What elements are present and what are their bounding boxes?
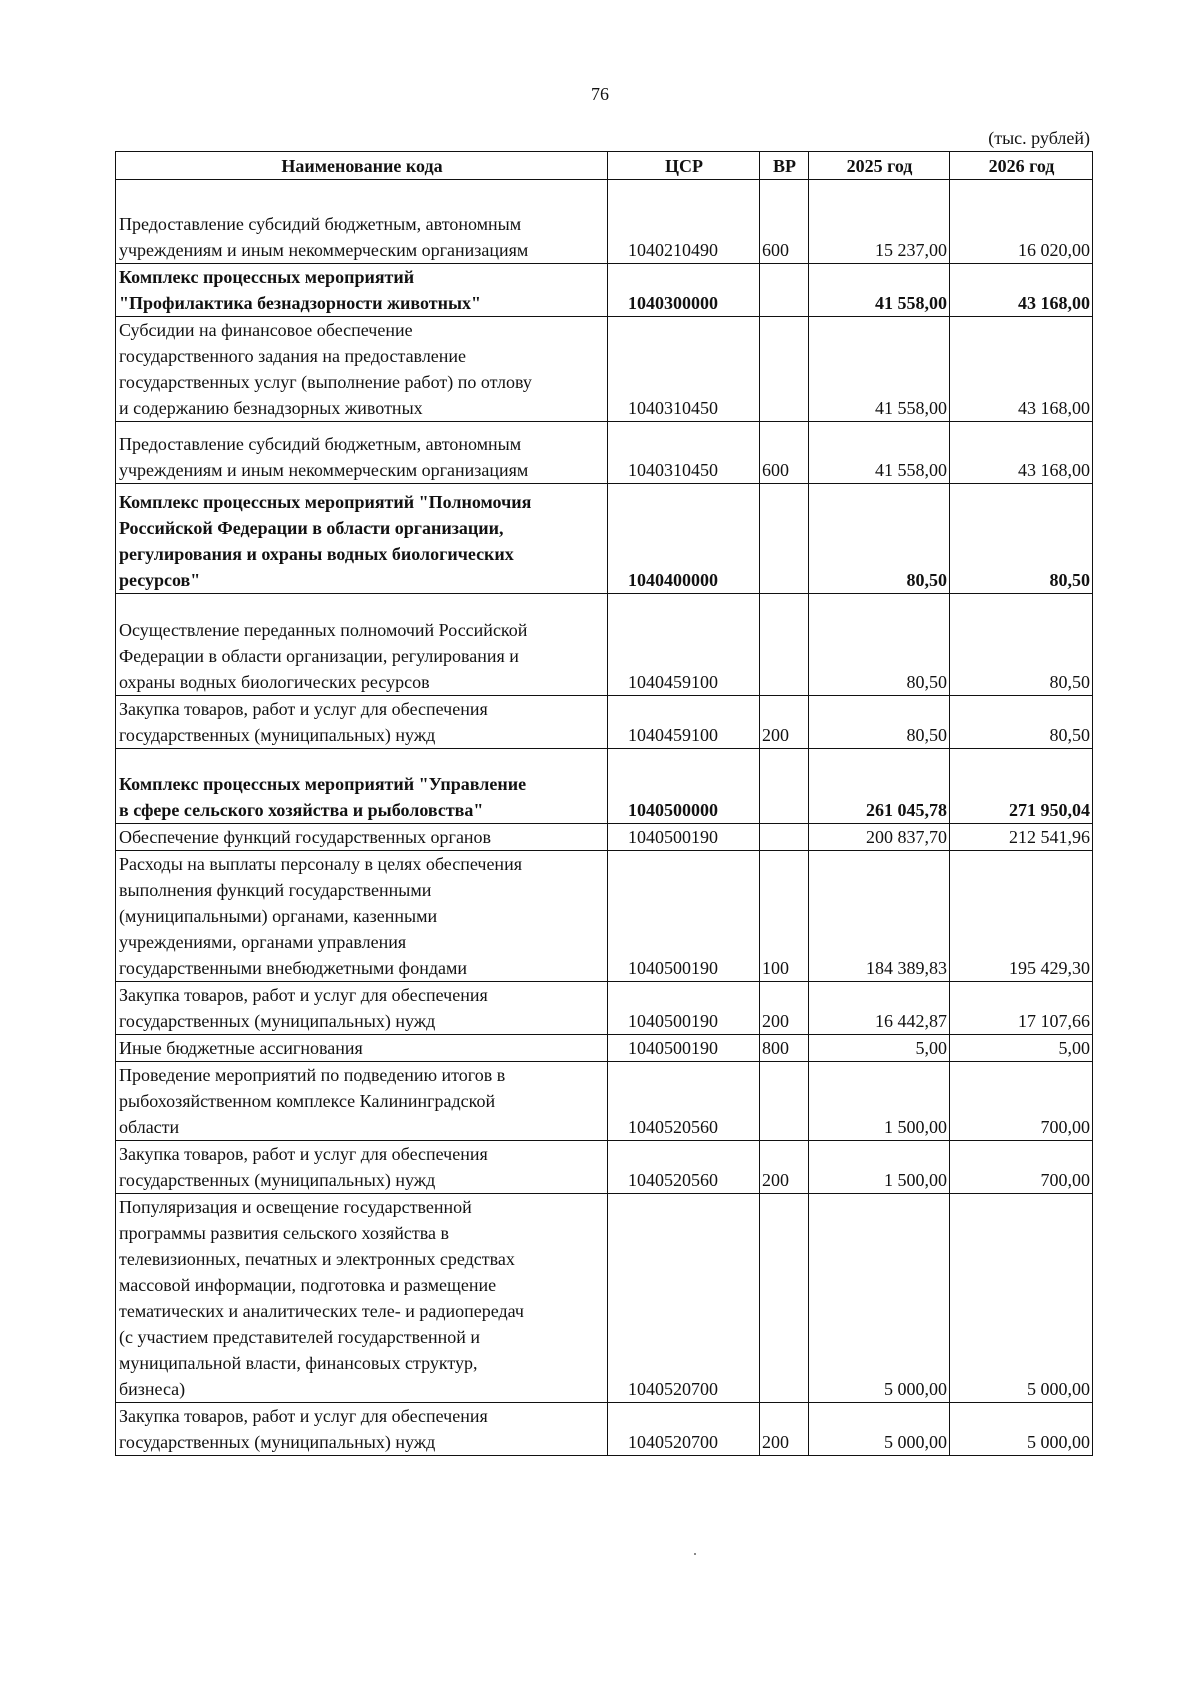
row-name: [116, 1194, 608, 1403]
row-2025: 41 558,00: [809, 422, 950, 484]
row-2025: 41 558,00: [809, 264, 950, 317]
row-name-line: (с участием представителей государственной и: [119, 1327, 481, 1347]
row-name-line: регулирования и охраны водных биологических: [119, 544, 514, 564]
row-csr: 1040310450: [608, 317, 760, 422]
row-name-line: Российской Федерации в области организации,: [119, 518, 504, 538]
row-name-line: телевизионных, печатных и электронных средствах: [119, 1249, 515, 1269]
row-name-line: Комплекс процессных мероприятий "Полномочия: [119, 492, 532, 512]
row-2026: 700,00: [950, 1141, 1093, 1194]
row-vr: 600: [760, 180, 809, 264]
row-name-line: Закупка товаров, работ и услуг для обеспечения: [119, 1406, 488, 1426]
row-name-line: государственного задания на предоставление: [119, 346, 467, 366]
row-csr: 1040500000: [608, 749, 760, 824]
row-2026: 5 000,00: [950, 1194, 1093, 1403]
table-row: [116, 317, 1093, 422]
row-csr: 1040400000: [608, 484, 760, 594]
row-2025: 1 500,00: [809, 1062, 950, 1141]
table-row: [116, 180, 1093, 264]
row-vr: 200: [760, 696, 809, 749]
row-name-line: охраны водных биологических ресурсов: [119, 672, 430, 692]
row-name-line: государственными внебюджетными фондами: [119, 958, 468, 978]
table-row: [116, 422, 1093, 484]
row-2026: 195 429,30: [950, 851, 1093, 982]
row-2025: 15 237,00: [809, 180, 950, 264]
header-2026: 2026 год: [950, 152, 1093, 180]
row-vr: 800: [760, 1035, 809, 1062]
row-name-line: рыбохозяйственном комплексе Калининградской: [119, 1091, 496, 1111]
row-name-line: массовой информации, подготовка и размещение: [119, 1275, 497, 1295]
row-csr: 1040300000: [608, 264, 760, 317]
row-name-line: государственных услуг (выполнение работ) по отлову: [119, 372, 532, 392]
table-row: [116, 982, 1093, 1035]
table-row: [116, 824, 1093, 851]
row-2025: 200 837,70: [809, 824, 950, 851]
row-name-line: выполнения функций государственными: [119, 880, 432, 900]
row-vr: 600: [760, 422, 809, 484]
row-csr: 1040500190: [608, 851, 760, 982]
row-2025: 41 558,00: [809, 317, 950, 422]
row-vr: 200: [760, 1141, 809, 1194]
row-name: [116, 1403, 608, 1456]
scan-dot: [694, 1553, 696, 1555]
row-vr: 200: [760, 1403, 809, 1456]
row-name-line: Обеспечение функций государственных органов: [119, 827, 492, 847]
row-name-line: Закупка товаров, работ и услуг для обеспечения: [119, 699, 488, 719]
row-2026: 212 541,96: [950, 824, 1093, 851]
table-row: [116, 1035, 1093, 1062]
row-name-line: и содержанию безнадзорных животных: [119, 398, 423, 418]
row-2026: 16 020,00: [950, 180, 1093, 264]
header-2025: 2025 год: [809, 152, 950, 180]
row-name-line: Иные бюджетные ассигнования: [119, 1038, 363, 1058]
row-2026: 43 168,00: [950, 422, 1093, 484]
row-vr: [760, 484, 809, 594]
row-vr: [760, 317, 809, 422]
table-row: [116, 1062, 1093, 1141]
header-csr: ЦСР: [608, 152, 760, 180]
row-vr: 200: [760, 982, 809, 1035]
row-2025: 1 500,00: [809, 1141, 950, 1194]
row-2025: 80,50: [809, 484, 950, 594]
row-name: [116, 484, 608, 594]
row-2026: 5 000,00: [950, 1403, 1093, 1456]
row-name-line: Комплекс процессных мероприятий "Управление: [119, 774, 527, 794]
row-name-line: области: [119, 1117, 180, 1137]
row-name-line: государственных (муниципальных) нужд: [119, 1011, 436, 1031]
row-name-line: (муниципальными) органами, казенными: [119, 906, 438, 926]
row-vr: 100: [760, 851, 809, 982]
row-2025: 5 000,00: [809, 1194, 950, 1403]
row-name-line: государственных (муниципальных) нужд: [119, 1432, 436, 1452]
table-header-row: [116, 152, 1093, 180]
row-name: [116, 696, 608, 749]
row-name: [116, 422, 608, 484]
row-name: [116, 824, 608, 851]
row-csr: 1040520560: [608, 1141, 760, 1194]
row-name-line: Предоставление субсидий бюджетным, автономным: [119, 214, 522, 234]
page-number: 76: [591, 84, 609, 104]
row-2025: 80,50: [809, 594, 950, 696]
table-row: [116, 1141, 1093, 1194]
row-csr: 1040500190: [608, 1035, 760, 1062]
row-2026: 80,50: [950, 696, 1093, 749]
table-row: [116, 1403, 1093, 1456]
table-row: [116, 594, 1093, 696]
row-name-line: программы развития сельского хозяйства в: [119, 1223, 449, 1243]
row-name-line: ресурсов": [119, 570, 201, 590]
row-csr: 1040520700: [608, 1403, 760, 1456]
row-name-line: Популяризация и освещение государственной: [119, 1197, 472, 1217]
row-name-line: Проведение мероприятий по подведению итогов в: [119, 1065, 506, 1085]
table-row: [116, 696, 1093, 749]
row-name: [116, 1035, 608, 1062]
row-vr: [760, 749, 809, 824]
row-name: [116, 851, 608, 982]
row-name-line: Осуществление переданных полномочий Российской: [119, 620, 528, 640]
row-name-line: Расходы на выплаты персоналу в целях обеспечения: [119, 854, 522, 874]
row-name: [116, 1062, 608, 1141]
row-vr: [760, 824, 809, 851]
table-body: [116, 180, 1093, 1456]
row-2025: 5,00: [809, 1035, 950, 1062]
row-name-line: Субсидии на финансовое обеспечение: [119, 320, 413, 340]
row-2025: 16 442,87: [809, 982, 950, 1035]
row-csr: 1040500190: [608, 982, 760, 1035]
row-name-line: Закупка товаров, работ и услуг для обеспечения: [119, 1144, 488, 1164]
table-row: [116, 484, 1093, 594]
row-name: [116, 982, 608, 1035]
row-name-line: учреждениями, органами управления: [119, 932, 407, 952]
row-name: [116, 264, 608, 317]
row-name-line: Предоставление субсидий бюджетным, автономным: [119, 434, 522, 454]
row-2026: 80,50: [950, 594, 1093, 696]
header-vr: ВР: [760, 152, 809, 180]
row-name: [116, 749, 608, 824]
row-name-line: "Профилактика безнадзорности животных": [119, 293, 482, 313]
row-name-line: государственных (муниципальных) нужд: [119, 1170, 436, 1190]
row-2026: 17 107,66: [950, 982, 1093, 1035]
row-2026: 700,00: [950, 1062, 1093, 1141]
row-vr: [760, 264, 809, 317]
row-csr: 1040310450: [608, 422, 760, 484]
row-name-line: Федерации в области организации, регулирования и: [119, 646, 519, 666]
header-name: Наименование кода: [116, 152, 608, 180]
row-name-line: учреждениям и иным некоммерческим организациям: [119, 240, 529, 260]
table-row: [116, 264, 1093, 317]
table-row: [116, 1194, 1093, 1403]
row-2025: 80,50: [809, 696, 950, 749]
row-2026: 80,50: [950, 484, 1093, 594]
row-name-line: Комплекс процессных мероприятий: [119, 267, 415, 287]
table-row: [116, 851, 1093, 982]
row-name-line: Закупка товаров, работ и услуг для обеспечения: [119, 985, 488, 1005]
row-csr: 1040459100: [608, 594, 760, 696]
row-csr: 1040500190: [608, 824, 760, 851]
row-vr: [760, 1062, 809, 1141]
row-name: [116, 594, 608, 696]
row-2026: 5,00: [950, 1035, 1093, 1062]
row-name: [116, 180, 608, 264]
row-name: [116, 1141, 608, 1194]
row-name-line: муниципальной власти, финансовых структур,: [119, 1353, 478, 1373]
row-name: [116, 317, 608, 422]
row-2026: 43 168,00: [950, 264, 1093, 317]
row-2025: 261 045,78: [809, 749, 950, 824]
row-2026: 43 168,00: [950, 317, 1093, 422]
row-name-line: тематических и аналитических теле- и радиопередач: [119, 1301, 524, 1321]
row-csr: 1040459100: [608, 696, 760, 749]
row-vr: [760, 1194, 809, 1403]
row-name-line: в сфере сельского хозяйства и рыболовства": [119, 800, 484, 820]
table-row: [116, 749, 1093, 824]
budget-table: [115, 151, 1093, 1456]
row-2026: 271 950,04: [950, 749, 1093, 824]
row-name-line: бизнеса): [119, 1379, 186, 1399]
row-csr: 1040520560: [608, 1062, 760, 1141]
row-vr: [760, 594, 809, 696]
row-name-line: учреждениям и иным некоммерческим организациям: [119, 460, 529, 480]
row-csr: 1040210490: [608, 180, 760, 264]
units-label: (тыс. рублей): [988, 128, 1090, 148]
row-name-line: государственных (муниципальных) нужд: [119, 725, 436, 745]
row-2025: 5 000,00: [809, 1403, 950, 1456]
row-csr: 1040520700: [608, 1194, 760, 1403]
row-2025: 184 389,83: [809, 851, 950, 982]
